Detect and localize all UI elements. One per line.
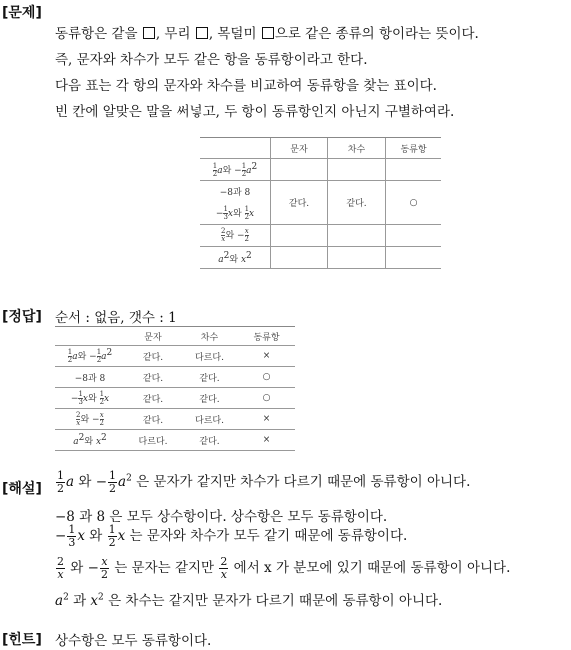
problem-line-4: 빈 칸에 알맞은 말을 써넣고, 두 항이 동류항인지 아닌지 구별하여라. <box>55 104 455 120</box>
explanation-line-4: $\frac{2}{x}$ 와 − $\frac{x}{2}$ 는 문자는 같지만 $\frac{2}{x}$ 에서 x 가 분모에 있기 때문에 동류항이 아니다. <box>57 555 511 581</box>
blank-box <box>196 27 208 39</box>
explanation-label: [해설] <box>2 481 42 497</box>
header-like-terms: 동류항 <box>386 138 442 159</box>
problem-table <box>200 137 441 269</box>
explanation-line-3: − $\frac{1}{3}$ x 와 $\frac{1}{2}$ x 는 문자와 차수가 모두 같기 때문에 동류항이다. <box>55 523 408 549</box>
cell-like: ○ <box>386 181 442 225</box>
term-pair-4: $\frac{2}{x}$ 와 − $\frac{x}{2}$ <box>200 225 271 247</box>
problem-line-2: 즉, 문자와 차수가 모두 같은 항을 동류항이라고 한다. <box>55 52 368 68</box>
answer-label: [정답] <box>2 309 42 325</box>
header-degree: 차수 <box>328 138 386 159</box>
problem-line-3: 다음 표는 각 항의 문자와 차수를 비교하여 동류항을 찾는 표이다. <box>55 78 437 94</box>
term-pair-2: −8과 8 <box>219 188 251 199</box>
problem-label: [문제] <box>2 5 42 21</box>
explanation-line-2: −8 과 8 은 모두 상수항이다. 상수항은 모두 동류항이다. <box>55 509 388 525</box>
explanation-line-1: $\frac{1}{2}$ a 와 − $\frac{1}{2}$ $a^2$ 은 문자가 같지만 차수가 다르기 때문에 동류항이 아니다. <box>57 469 471 495</box>
problem-line-1: 동류항은 같을 , 무리 , 목덜미 으로 같은 종류의 항이라는 뜻이다. <box>55 26 479 42</box>
explanation-line-5: $a^2$ 과 $x^2$ 은 차수는 같지만 문자가 다르기 때문에 동류항이 아니다. <box>55 592 443 609</box>
term-pair-1: $\frac{1}{2}$ a와 − $\frac{1}{2}$ $a^2$ <box>200 159 271 181</box>
term-pair-3: − $\frac{1}{3}$ x와 $\frac{1}{2}$ x <box>200 203 271 225</box>
answer-text: 순서 : 없음, 갯수 : 1 <box>55 310 177 326</box>
cell-degree: 같다. <box>328 181 386 225</box>
blank-box <box>143 27 155 39</box>
term-pair-5: $a^2$와 $x^2$ <box>200 247 271 269</box>
hint-label: [힌트] <box>2 632 42 648</box>
cell-letter: 같다. <box>271 181 328 225</box>
blank-box <box>262 27 274 39</box>
hint-text: 상수항은 모두 동류항이다. <box>55 633 212 649</box>
answer-table: 문자 차수 동류항 $\frac{1}{2}$ a와 − $\frac{1}{2}$ $a^2$ 같다. 다르다. × −8과 8 같다. 같다. ○ − $\frac{1}{3}$ x와 $\frac{1}{2}$ x 같다. 같다. ○ $\frac{2}{x}$ 와 − $\frac{x}{2}$ 같다. 다르다. × $a^2$와 $x^2$ 다르다. 같다. × <box>55 326 295 451</box>
header-letter: 문자 <box>271 138 328 159</box>
